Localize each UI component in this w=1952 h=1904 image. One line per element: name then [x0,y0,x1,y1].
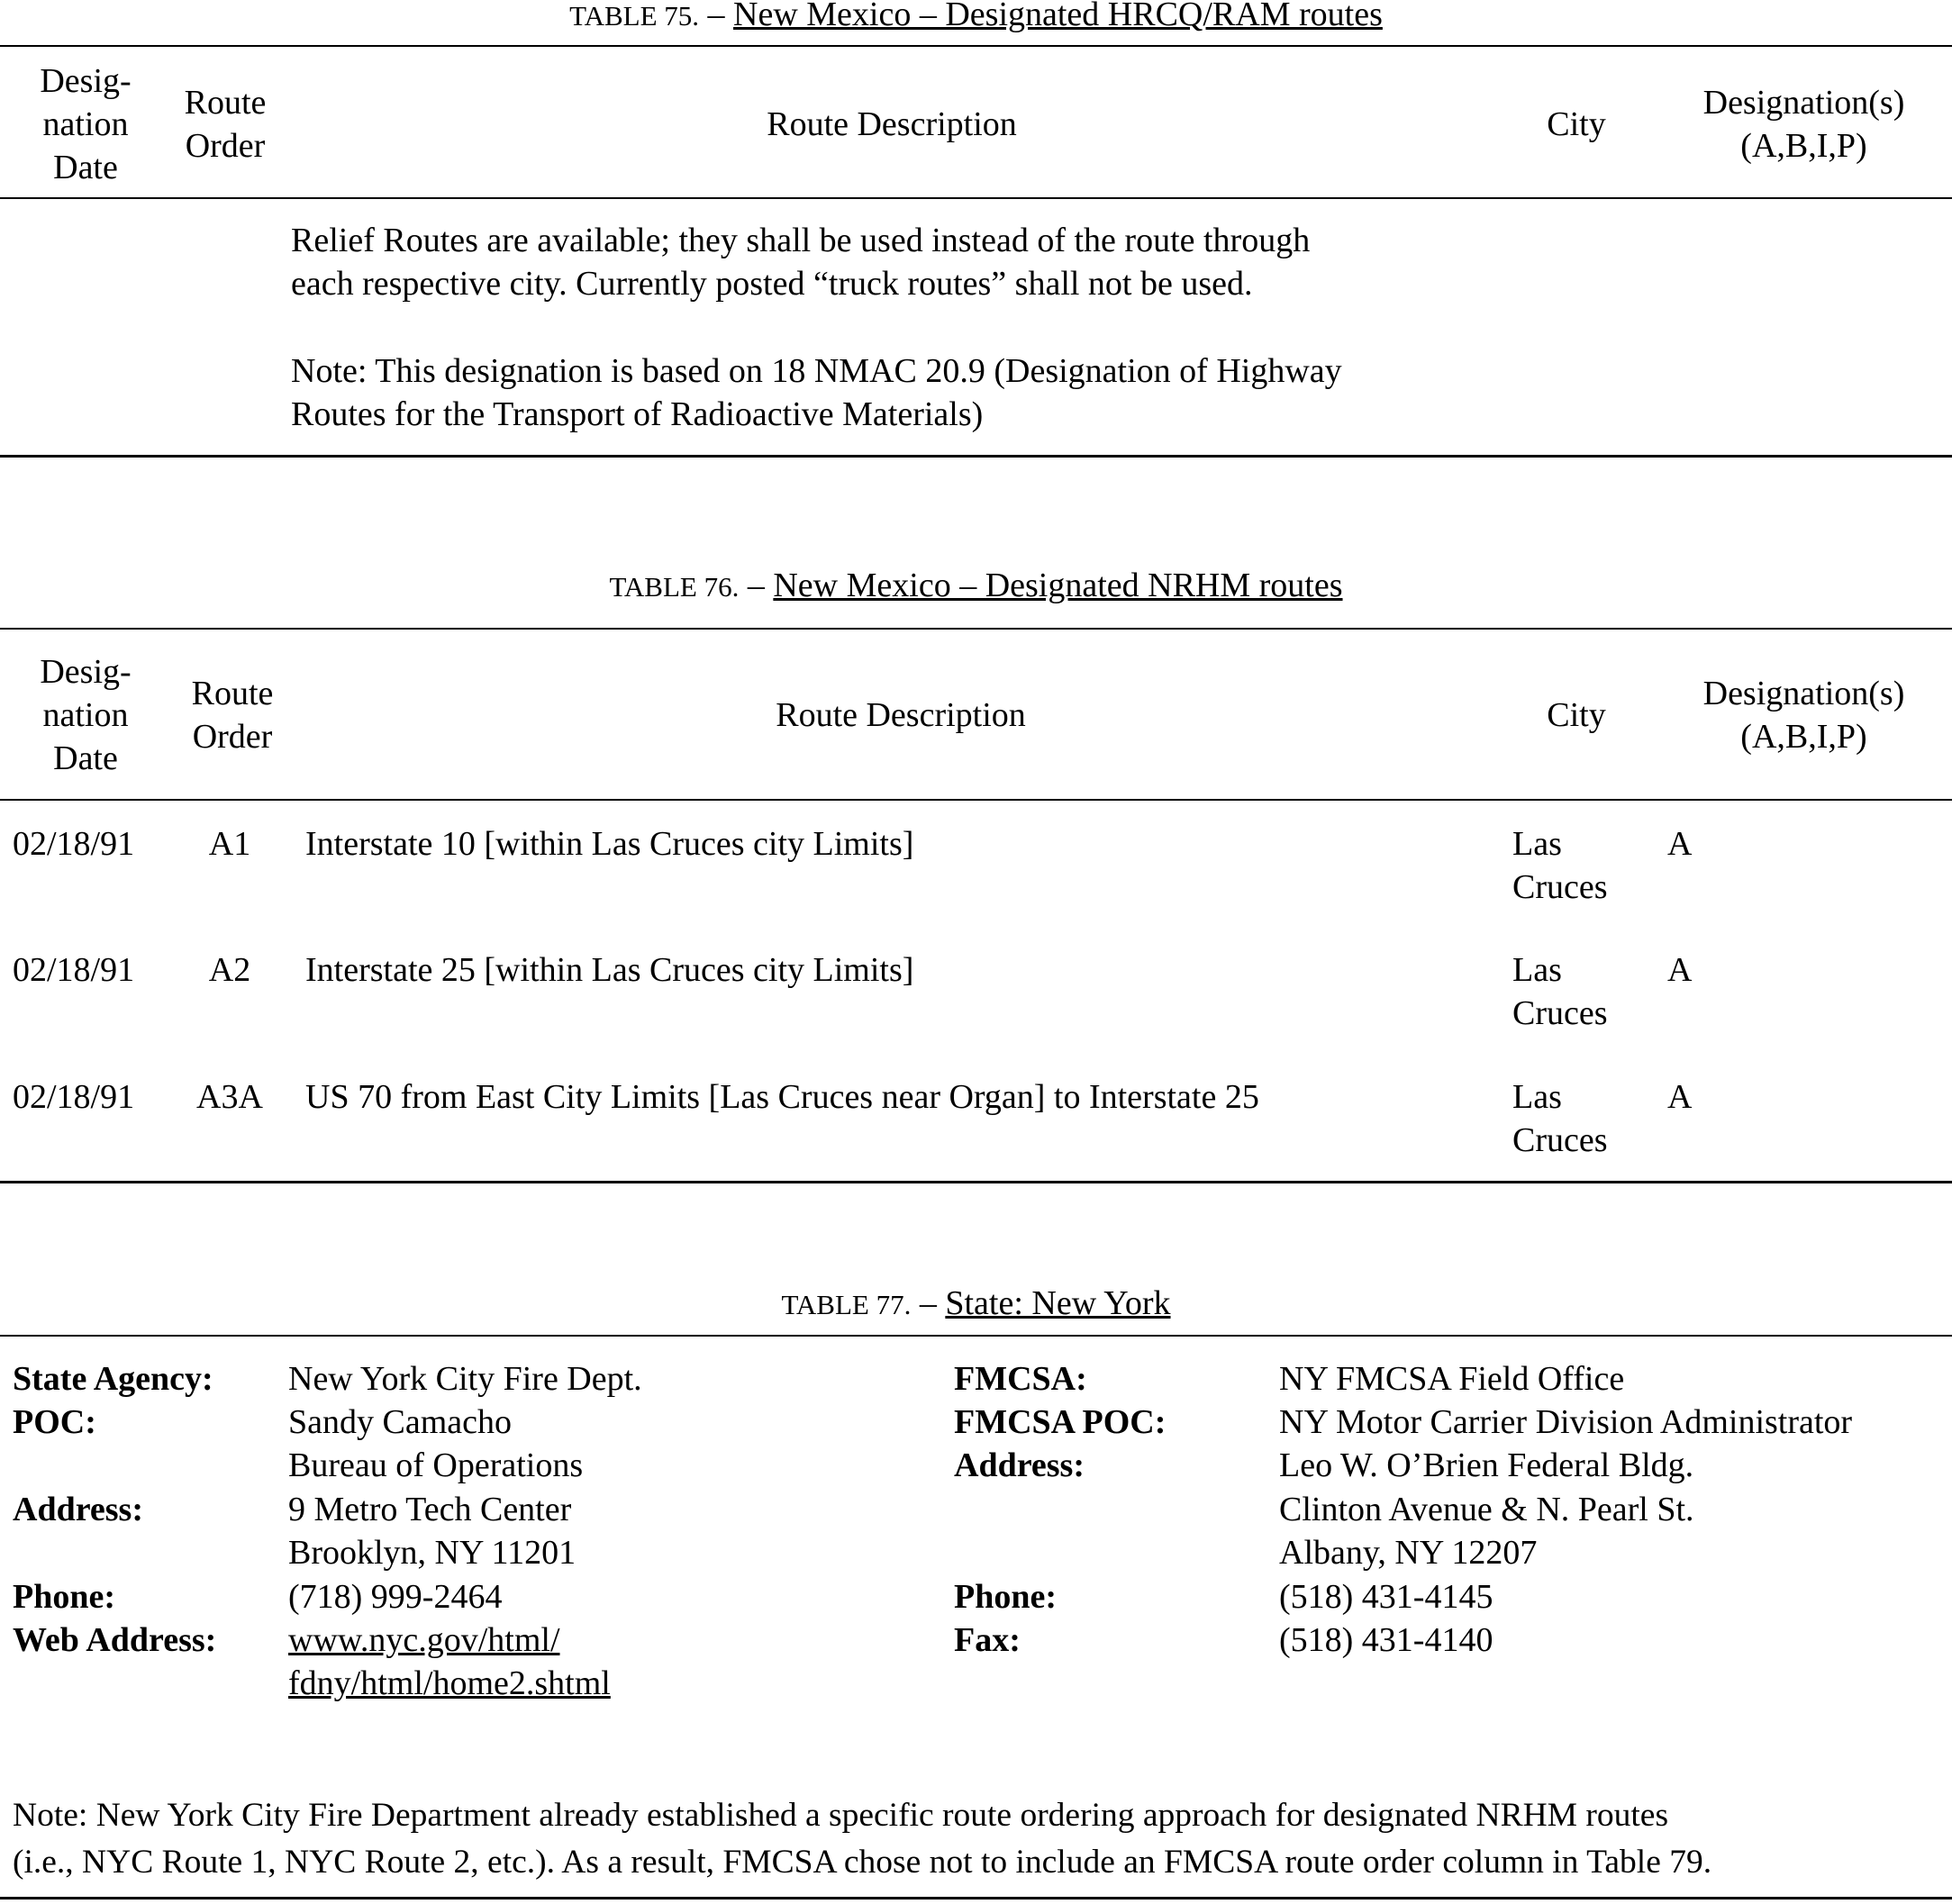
row-description: Interstate 10 [within Las Cruces city Limits] [305,825,914,863]
fmcsa-address-line-1: Leo W. O’Brien Federal Bldg. [1279,1446,1694,1484]
state-agency-value: New York City Fire Dept. [288,1360,642,1398]
table-75-caption: TABLE 75. – New Mexico – Designated HRCQ/RAM routes [0,0,1952,36]
table-77-top-rule [0,1335,1952,1337]
fmcsa-phone-value: (518) 431-4145 [1279,1578,1494,1616]
table-75-body: Relief Routes are available; they shall be used instead of the route through each respective city. Currently posted “truck routes” shall not be used. [291,222,1311,303]
table-76-number: TABLE 76. [609,571,740,603]
phone-value: (718) 999-2464 [288,1578,503,1616]
table-75-top-rule [0,45,1952,47]
fmcsa-poc-value: NY Motor Carrier Division Administrator [1279,1403,1853,1441]
table-76-bottom-rule [0,1181,1952,1183]
table-76-caption: TABLE 76. – New Mexico – Designated NRHM routes [609,567,1343,604]
table-76-header-city: City [1547,696,1606,734]
table-77-title: State: New York [945,1284,1171,1322]
row-date: 02/18/91 [13,825,135,863]
row-description: Interstate 25 [within Las Cruces city Limits] [305,951,914,989]
table-75-header-order: Route Order [184,84,267,165]
poc-name: Sandy Camacho [288,1403,513,1441]
row-designation: A [1667,825,1693,863]
table-77-bottom-rule [0,1897,1952,1899]
row-date: 02/18/91 [13,1078,135,1116]
fmcsa-label: FMCSA: [954,1360,1087,1398]
table-76-header-order: Route Order [191,675,274,756]
table-75-header-designation: Designation(s) (A,B,I,P) [1702,84,1905,165]
row-designation: A [1667,951,1693,989]
table-75-bottom-rule [0,455,1952,458]
row-date: 02/18/91 [13,951,135,989]
address-label: Address: [13,1491,143,1528]
web-address-label: Web Address: [13,1621,217,1659]
fmcsa-fax-label: Fax: [954,1621,1021,1659]
fmcsa-address-label: Address: [954,1446,1085,1484]
table-75-header-rule [0,197,1952,199]
table-76-header-designation: Designation(s) (A,B,I,P) [1702,675,1905,756]
table-76-header-rule [0,799,1952,801]
poc-label: POC: [13,1403,96,1441]
table-76-title: New Mexico – Designated NRHM routes [773,567,1343,604]
row-designation: A [1667,1078,1693,1116]
phone-label: Phone: [13,1578,115,1616]
state-agency-label: State Agency: [13,1360,213,1398]
table-75-header-city: City [1547,105,1606,143]
table-76-header-date: Desig- nation Date [40,653,132,777]
row-city: Las Cruces [1512,1078,1608,1159]
table-75-note: Note: This designation is based on 18 NMAC 20.9 (Designation of Highway Routes for the Transport of Radioactive Materials) [291,352,1342,433]
row-order: A1 [208,825,251,863]
table-77-note: Note: New York City Fire Department already established a specific route ordering approach for designated NRHM routes (i.e., NYC Route 1, NYC Route 2, etc.). As a result, FMCSA chose not to include an FMCSA route order column in Table 79. [13,1797,1712,1881]
table-75-header-description: Route Description [767,105,1017,143]
row-description: US 70 from East City Limits [Las Cruces near Organ] to Interstate 25 [305,1078,1259,1116]
row-order: A3A [196,1078,263,1116]
row-city: Las Cruces [1512,825,1608,906]
row-order: A2 [208,951,251,989]
table-75-header-date: Desig- nation Date [40,62,132,186]
fmcsa-address-line-2: Clinton Avenue & N. Pearl St. [1279,1491,1694,1528]
table-76-header-description: Route Description [776,696,1026,734]
fmcsa-poc-label: FMCSA POC: [954,1403,1167,1441]
table-77-number: TABLE 77. [781,1289,912,1320]
address-line-2: Brooklyn, NY 11201 [288,1534,577,1572]
fmcsa-address-line-3: Albany, NY 12207 [1279,1534,1538,1572]
fmcsa-value: NY FMCSA Field Office [1279,1360,1625,1398]
row-city: Las Cruces [1512,951,1608,1032]
web-address-link[interactable]: www.nyc.gov/html/ fdny/html/home2.shtml [288,1621,611,1702]
poc-department: Bureau of Operations [288,1446,584,1484]
address-line-1: 9 Metro Tech Center [288,1491,572,1528]
table-77-caption: TABLE 77. – State: New York [781,1284,1171,1322]
table-75-title: New Mexico – Designated HRCQ/RAM routes [733,0,1383,33]
table-76-top-rule [0,628,1952,630]
fmcsa-phone-label: Phone: [954,1578,1057,1616]
fmcsa-fax-value: (518) 431-4140 [1279,1621,1494,1659]
table-75-number: TABLE 75. [569,0,700,32]
